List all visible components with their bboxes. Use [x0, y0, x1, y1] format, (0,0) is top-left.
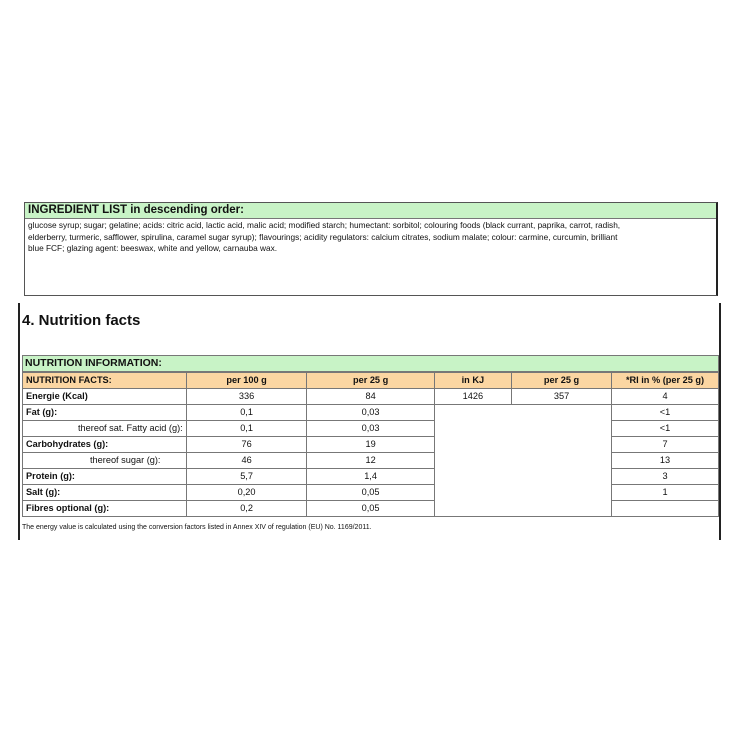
ingredient-list-header: INGREDIENT LIST in descending order: — [25, 203, 716, 219]
ri-percent-value: 1 — [612, 485, 719, 501]
per-25g-value: 0,03 — [307, 421, 434, 437]
empty-cell — [434, 501, 611, 517]
ingredient-list-text — [25, 219, 716, 256]
nutrient-label: Fat (g): — [23, 405, 187, 421]
per-25g-value: 1,4 — [307, 469, 434, 485]
column-header: per 25 g — [307, 373, 434, 389]
table-row — [23, 469, 719, 485]
ingredient-line: blue FCF; glazing agent: beeswax, white and yellow, carnauba wax. — [28, 243, 278, 253]
per-100g-value: 0,1 — [186, 405, 307, 421]
ri-percent-value: <1 — [612, 405, 719, 421]
empty-cell — [434, 421, 611, 437]
table-row — [23, 437, 719, 453]
empty-cell — [434, 469, 611, 485]
nutrient-label: Salt (g): — [23, 485, 187, 501]
ri-percent-value: 3 — [612, 469, 719, 485]
empty-cell — [434, 453, 611, 469]
table-row — [23, 453, 719, 469]
column-header: per 25 g — [512, 373, 612, 389]
column-header: *RI in % (per 25 g) — [612, 373, 719, 389]
table-row — [23, 501, 719, 517]
ingredient-line: glucose syrup; sugar; gelatine; acids: citric acid, lactic acid, malic acid; modified starch; humectant: sorbitol; colouring foods (black currant, paprika, carrot, radish, — [28, 220, 621, 230]
nutrient-label: thereof sat. Fatty acid (g): — [23, 421, 187, 437]
ingredient-list-box — [24, 202, 718, 296]
footnote: The energy value is calculated using the conversion factors listed in Annex XIV of regulation (EU) No. 1169/2011. — [22, 524, 372, 531]
empty-cell — [434, 437, 611, 453]
per-100g-value: 336 — [186, 389, 307, 405]
empty-cell — [434, 485, 611, 501]
ri-percent-value: 4 — [612, 389, 719, 405]
ri-percent-value: 13 — [612, 453, 719, 469]
ri-percent-value: 7 — [612, 437, 719, 453]
per-25g-value: 0,05 — [307, 501, 434, 517]
table-row — [23, 405, 719, 421]
kj-value: 1426 — [434, 389, 511, 405]
nutrient-label: Energie (Kcal) — [23, 389, 187, 405]
nutrient-label: Fibres optional (g): — [23, 501, 187, 517]
per-100g-value: 5,7 — [186, 469, 307, 485]
ingredient-line: elderberry, turmeric, safflower, spirulina, caramel sugar syrup); flavourings; acidity regulators: calcium citrates, sodium malate; colour: carmine, curcumin, brilliant — [28, 231, 618, 242]
nutrition-section — [18, 303, 721, 540]
per-25g-value: 84 — [307, 389, 434, 405]
table-header-row — [23, 373, 719, 389]
column-header: in KJ — [434, 373, 511, 389]
nutrient-label: Protein (g): — [23, 469, 187, 485]
table-row — [23, 389, 719, 405]
table-row — [23, 421, 719, 437]
per-25g-value: 19 — [307, 437, 434, 453]
per-100g-value: 46 — [186, 453, 307, 469]
table-row — [23, 485, 719, 501]
per-25g-value: 0,03 — [307, 405, 434, 421]
nutrient-label: Carbohydrates (g): — [23, 437, 187, 453]
per-25g-value: 0,05 — [307, 485, 434, 501]
per-100g-value: 0,20 — [186, 485, 307, 501]
column-header: NUTRITION FACTS: — [23, 373, 187, 389]
per-100g-value: 0,1 — [186, 421, 307, 437]
per-100g-value: 0,2 — [186, 501, 307, 517]
nutrition-info-header: NUTRITION INFORMATION: — [22, 355, 719, 372]
ri-percent-value: <1 — [612, 421, 719, 437]
kj-per-25g-value: 357 — [512, 389, 612, 405]
ri-percent-value — [612, 501, 719, 517]
per-100g-value: 76 — [186, 437, 307, 453]
nutrition-table — [22, 372, 719, 517]
per-25g-value: 12 — [307, 453, 434, 469]
empty-cell — [434, 405, 611, 421]
section-title: 4. Nutrition facts — [22, 312, 141, 329]
nutrient-label: thereof sugar (g): — [23, 453, 187, 469]
column-header: per 100 g — [186, 373, 307, 389]
